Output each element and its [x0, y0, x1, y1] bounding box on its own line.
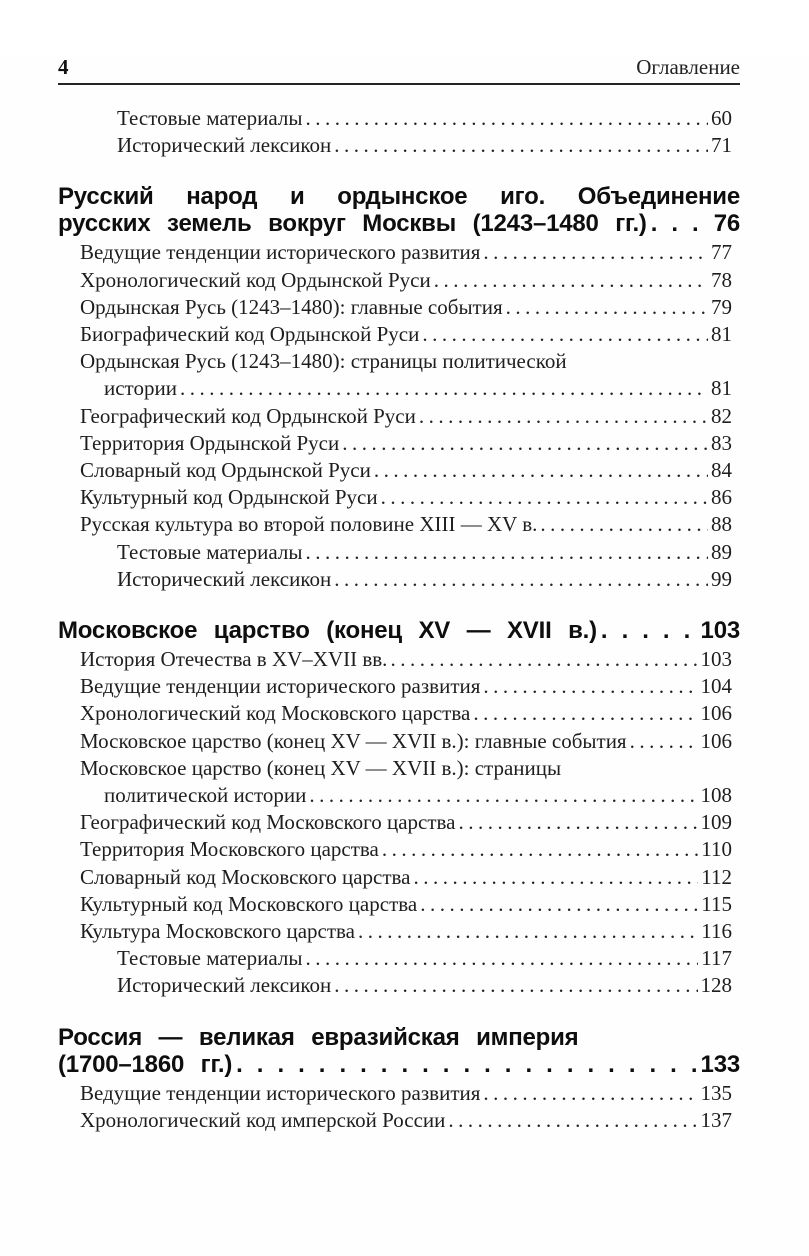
toc-entry-page: 88 [711, 512, 732, 537]
toc-entry-page: 60 [711, 106, 732, 130]
toc-entry-page: 106 [700, 728, 732, 753]
toc-entry-continuation-title: политической истории [104, 783, 307, 808]
toc-entry-page: 103 [700, 647, 732, 672]
toc-entry-page: 116 [701, 919, 732, 944]
heading-dot-leader [651, 210, 714, 237]
dot-leader [473, 700, 697, 727]
toc-entry [80, 484, 732, 511]
dot-leader [483, 673, 697, 700]
dot-leader [630, 728, 698, 755]
dot-leader [309, 782, 697, 809]
toc-entry [80, 755, 732, 782]
toc-entry-page: 109 [700, 810, 732, 835]
section-heading-line1: Россия — великая евразийская империя [58, 1023, 579, 1051]
section-heading-line2 [58, 210, 740, 237]
section-heading-page: 133 [700, 1050, 740, 1078]
section-entries [58, 646, 740, 1000]
heading-dot-leader [601, 617, 701, 644]
toc-entry [80, 321, 732, 348]
toc-entry-page: 106 [700, 701, 732, 726]
dot-leader [422, 321, 708, 348]
toc-entry-page: 99 [711, 566, 732, 591]
section-heading-title: (1700–1860 гг.) [58, 1050, 233, 1078]
toc-entry-page: 77 [711, 240, 732, 265]
dot-leader [420, 891, 698, 918]
toc-entry-title: Тестовые материалы [117, 106, 303, 130]
toc-entry-title: Исторический лексикон [117, 973, 332, 998]
heading-dot-leader [236, 1051, 700, 1078]
toc-entry [80, 918, 732, 945]
toc-entry [117, 945, 732, 972]
section-heading-line1: Русский народ и ордынское иго. Объединение [58, 183, 740, 211]
toc-entry-page: 82 [711, 403, 732, 428]
dot-leader [390, 646, 697, 673]
toc-entry [80, 430, 732, 457]
toc-entry-title: Географический код Московского царства [80, 810, 456, 835]
toc-entry-title: Хронологический код имперской России [80, 1107, 446, 1132]
toc-entry-page: 110 [701, 837, 732, 862]
toc-entry-continuation-page: 81 [711, 376, 732, 401]
toc-entry [80, 403, 732, 430]
toc-entry-page: 84 [711, 458, 732, 483]
toc-entry [80, 864, 732, 891]
dot-leader [506, 294, 708, 321]
toc-entry-title: Исторический лексикон [117, 566, 332, 591]
dot-leader [334, 566, 708, 593]
table-of-contents [58, 105, 740, 1134]
toc-entry-continuation [104, 782, 732, 809]
toc-entry [117, 972, 732, 999]
dot-leader [180, 375, 708, 402]
toc-entry [80, 700, 732, 727]
section-heading-page: 76 [713, 210, 740, 238]
toc-entry-title: Тестовые материалы [117, 539, 303, 564]
toc-entry-title: Ордынская Русь (1243–1480): страницы политической [80, 349, 567, 374]
toc-entry [80, 511, 732, 538]
dot-leader [382, 836, 698, 863]
toc-entry [80, 1080, 732, 1107]
toc-entry [80, 728, 732, 755]
toc-entry-page: 135 [700, 1080, 732, 1105]
section-entries [58, 239, 740, 593]
dot-leader [305, 105, 708, 132]
dot-leader [334, 132, 708, 159]
section-heading-page: 103 [700, 617, 740, 645]
toc-entry-page: 86 [711, 485, 732, 510]
toc-entry-title: Словарный код Московского царства [80, 864, 411, 889]
toc-entry-title: Ведущие тенденции исторического развития [80, 1080, 481, 1105]
toc-entry-page: 117 [701, 946, 732, 971]
toc-entry [80, 1107, 732, 1134]
toc-entry-continuation-title: истории [104, 376, 177, 401]
toc-entry-title: Русская культура во второй половине XIII — XV в. [80, 512, 538, 537]
toc-entry-title: Культурный код Ордынской Руси [80, 485, 378, 510]
section-entries [58, 1080, 740, 1134]
toc-entry-page: 83 [711, 430, 732, 455]
toc-entry [80, 294, 732, 321]
dot-leader [419, 403, 708, 430]
dot-leader [305, 539, 708, 566]
dot-leader [434, 267, 708, 294]
toc-entry-title: Биографический код Ордынской Руси [80, 322, 420, 347]
section-heading-title: русских земель вокруг Москвы (1243–1480 гг.) [58, 210, 647, 238]
dot-leader [374, 457, 708, 484]
dot-leader [459, 809, 698, 836]
toc-entry-continuation-page: 108 [700, 783, 732, 808]
toc-entry-title: Словарный код Ордынской Руси [80, 458, 371, 483]
toc-entry-title: Исторический лексикон [117, 133, 332, 158]
book-page [0, 56, 809, 1256]
toc-entry [80, 646, 732, 673]
dot-leader [334, 972, 697, 999]
dot-leader [342, 430, 708, 457]
toc-entry-continuation [104, 375, 732, 402]
toc-entry [117, 105, 732, 132]
running-head [58, 56, 740, 85]
section-heading [58, 617, 740, 644]
toc-entry [80, 348, 732, 375]
toc-entry-title: Хронологический код Ордынской Руси [80, 267, 431, 292]
section-heading-line2 [58, 1051, 740, 1078]
dot-leader [448, 1107, 697, 1134]
dot-leader [305, 945, 698, 972]
toc-entry-title: Ордынская Русь (1243–1480): главные события [80, 294, 503, 319]
dot-leader [381, 484, 708, 511]
toc-entry-title: Московское царство (конец XV — XVII в.): страницы [80, 755, 562, 780]
toc-entry-page: 115 [701, 891, 732, 916]
toc-entry [80, 239, 732, 266]
toc-section [58, 1024, 740, 1134]
toc-entry [117, 132, 732, 159]
toc-entry [117, 539, 732, 566]
toc-entry-title: Московское царство (конец XV — XVII в.): главные события [80, 728, 627, 753]
toc-entry-page: 104 [700, 674, 732, 699]
toc-entry-title: Ведущие тенденции исторического развития [80, 674, 481, 699]
toc-entry-title: Культурный код Московского царства [80, 891, 418, 916]
toc-entry-page: 78 [711, 267, 732, 292]
dot-leader [540, 511, 708, 538]
toc-entry-title: Географический код Ордынской Руси [80, 403, 416, 428]
toc-entry-page: 137 [700, 1107, 732, 1132]
running-head-title: Оглавление [636, 55, 740, 79]
toc-entry-page: 71 [711, 133, 732, 158]
toc-entry-title: Тестовые материалы [117, 946, 303, 971]
toc-entry [80, 809, 732, 836]
toc-section [58, 183, 740, 593]
toc-entry [80, 673, 732, 700]
toc-entry-title: Территория Московского царства [80, 837, 379, 862]
toc-entry-title: Культура Московского царства [80, 919, 355, 944]
toc-entry-page: 81 [711, 322, 732, 347]
toc-entry [117, 566, 732, 593]
dot-leader [483, 1080, 697, 1107]
toc-entry-page: 112 [701, 864, 732, 889]
toc-entry-title: История Отечества в XV–XVII вв. [80, 647, 388, 672]
dot-leader [358, 918, 698, 945]
toc-entry-title: Ведущие тенденции исторического развития [80, 240, 481, 265]
toc-entry [80, 891, 732, 918]
toc-entry [80, 267, 732, 294]
folio-page-number: 4 [58, 55, 69, 79]
toc-entries-group [58, 105, 740, 159]
toc-entry-page: 89 [711, 539, 732, 564]
toc-entry [80, 457, 732, 484]
section-heading-title: Московское царство (конец XV — XVII в.) [58, 617, 597, 645]
toc-entry-title: Хронологический код Московского царства [80, 701, 471, 726]
dot-leader [483, 239, 708, 266]
toc-section [58, 617, 740, 1000]
toc-entry-page: 79 [711, 294, 732, 319]
dot-leader [413, 864, 698, 891]
toc-entry-title: Территория Ордынской Руси [80, 430, 340, 455]
toc-entry-page: 128 [700, 973, 732, 998]
toc-entry [80, 836, 732, 863]
